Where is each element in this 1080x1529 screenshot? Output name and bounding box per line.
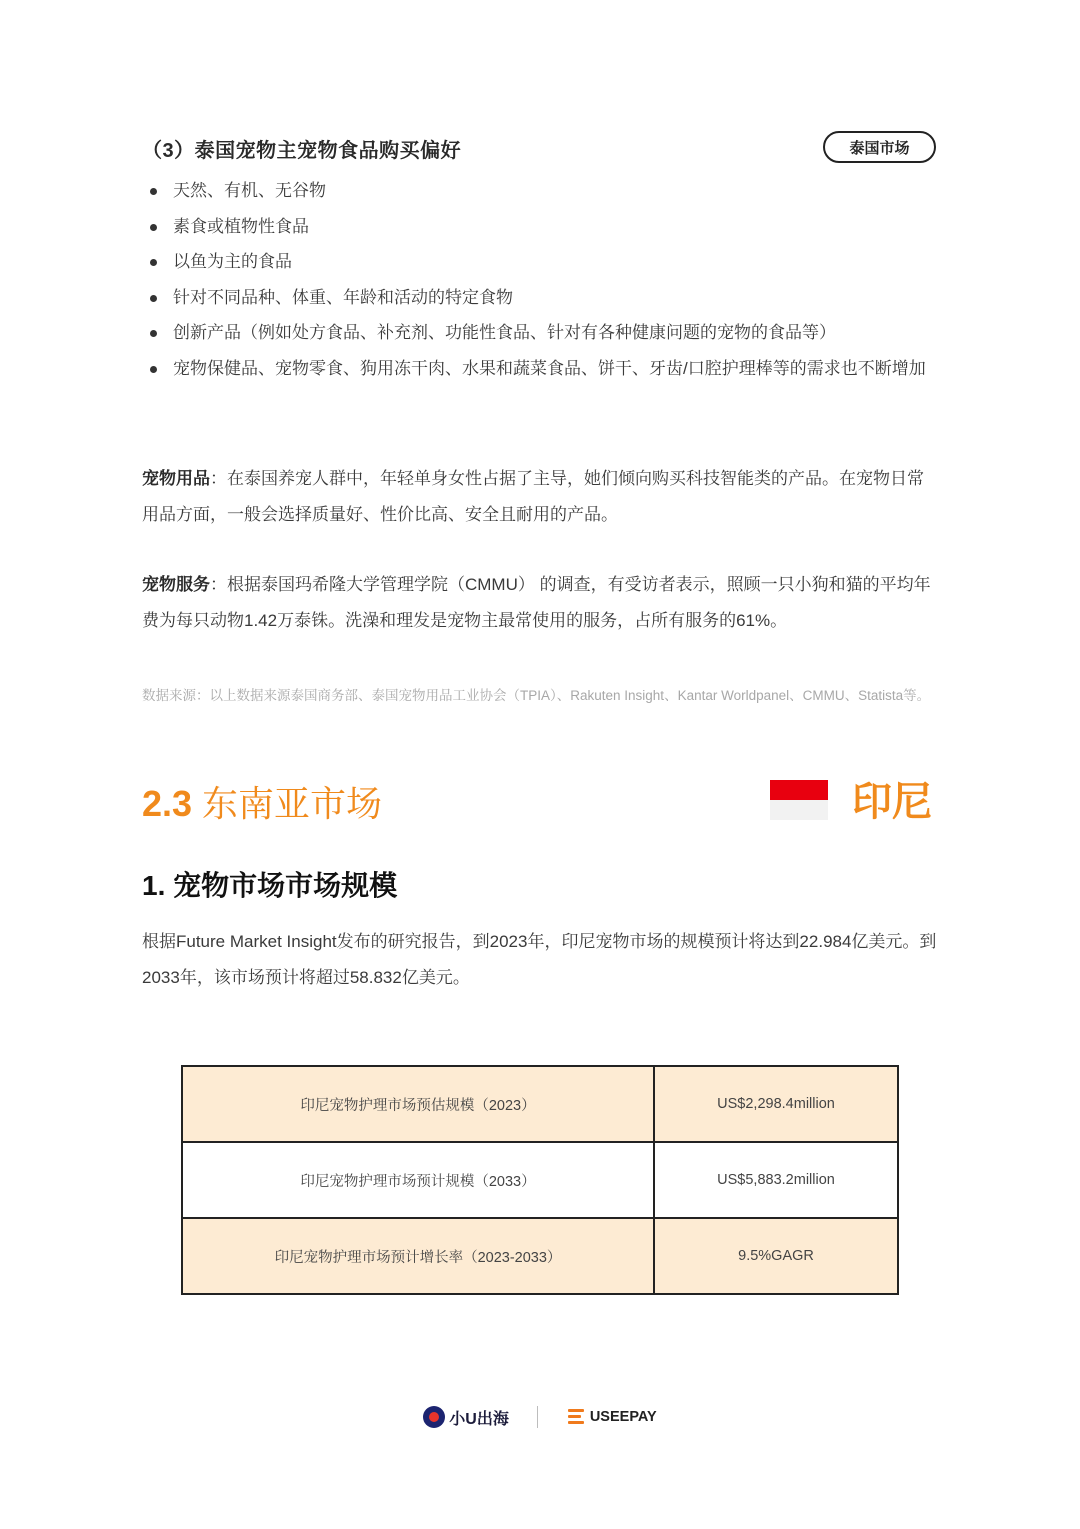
list-item: 针对不同品种、体重、年龄和活动的特定食物: [142, 280, 942, 316]
useepay-logo: [566, 1407, 657, 1427]
supplies-paragraph: [142, 461, 940, 532]
xiaou-logo: [423, 1406, 509, 1429]
market-size-heading: 1. 宠物市场市场规模: [142, 870, 398, 901]
section-number: 2.3: [142, 783, 193, 824]
footer-divider: [537, 1406, 538, 1428]
market-tag: 泰国市场: [823, 131, 936, 163]
table-cell-value: 9.5%GAGR: [654, 1218, 898, 1294]
subsection-title: （3）泰国宠物主宠物食品购买偏好: [142, 140, 462, 162]
services-text: ：根据泰国玛希隆大学管理学院（CMMU） 的调查，有受访者表示，照顾一只小狗和猫的平均年费为每只动物1.42万泰铢。洗澡和理发是宠物主最常使用的服务，占所有服务的61%。: [142, 575, 931, 630]
list-item: 天然、有机、无谷物: [142, 173, 942, 209]
table-cell-label: 印尼宠物护理市场预估规模（2023）: [182, 1066, 654, 1142]
xiaou-logo-icon: [423, 1406, 445, 1428]
services-paragraph: [142, 567, 940, 638]
list-item: 创新产品（例如处方食品、补充剂、功能性食品、针对有各种健康问题的宠物的食品等）: [142, 315, 942, 351]
section-name: 东南亚市场: [202, 783, 383, 824]
supplies-label: 宠物用品: [142, 469, 210, 488]
section-title: [142, 776, 382, 827]
useepay-logo-icon: [566, 1407, 586, 1427]
list-item: 宠物保健品、宠物零食、狗用冻干肉、水果和蔬菜食品、饼干、牙齿/口腔护理棒等的需求也不断增加: [142, 351, 942, 387]
table-row: [182, 1066, 898, 1142]
useepay-logo-text: USEEPAY: [589, 1409, 657, 1425]
table-cell-label: 印尼宠物护理市场预计增长率（2023-2033）: [182, 1218, 654, 1294]
market-size-paragraph: 根据Future Market Insight发布的研究报告，到2023年，印尼宠物市场的规模预计将达到22.984亿美元。到2033年，该市场预计将超过58.832亿美元。: [142, 932, 937, 987]
table-row: [182, 1142, 898, 1218]
footer-logos: [0, 1403, 1080, 1431]
list-item: 以鱼为主的食品: [142, 244, 942, 280]
indonesia-flag-icon: [770, 780, 828, 820]
table-cell-value: US$2,298.4million: [654, 1066, 898, 1142]
list-item: 素食或植物性食品: [142, 209, 942, 245]
services-label: 宠物服务: [142, 575, 210, 594]
data-source-note: 数据来源：以上数据来源泰国商务部、泰国宠物用品工业协会（TPIA）、Rakuten Insight、Kantar Worldpanel、CMMU、Statista等。: [142, 688, 931, 703]
preference-list: [142, 173, 942, 386]
table-cell-value: US$5,883.2million: [654, 1142, 898, 1218]
country-name: 印尼: [852, 780, 932, 824]
table-cell-label: 印尼宠物护理市场预计规模（2033）: [182, 1142, 654, 1218]
market-size-table: [181, 1065, 899, 1295]
xiaou-logo-text: 小U出海: [449, 1410, 509, 1428]
supplies-text: ：在泰国养宠人群中，年轻单身女性占据了主导，她们倾向购买科技智能类的产品。在宠物日常用品方面，一般会选择质量好、性价比高、安全且耐用的产品。: [142, 469, 924, 524]
table-row: [182, 1218, 898, 1294]
